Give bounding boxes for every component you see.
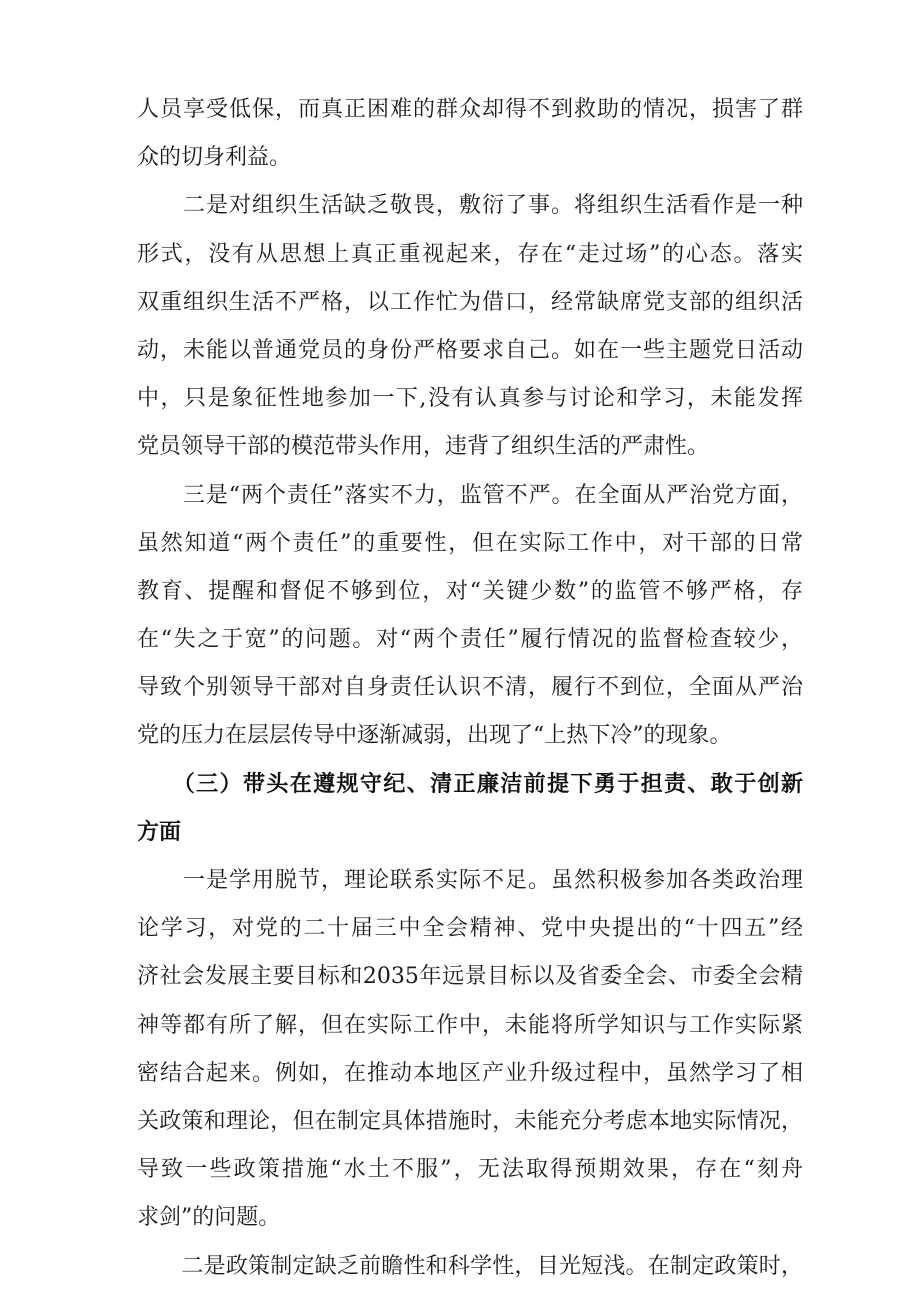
text-line: 二是政策制定缺乏前瞻性和科学性，目光短浅。在制定政策时， — [137, 1253, 803, 1279]
paragraph-organizational-life — [137, 182, 803, 471]
text-line: 一是学用脱节，理论联系实际不足。虽然积极参加各类政治理 — [137, 868, 803, 893]
text-line: 人员享受低保，而真正困难的群众却得不到救助的情况，损害了群 — [137, 97, 803, 122]
text-line: 中，只是象征性地参加一下,没有认真参与讨论和学习，未能发挥 — [137, 386, 803, 412]
text-line: 导致个别领导干部对自身责任认识不清，履行不到位，全面从严治 — [137, 675, 803, 701]
text-line: 济社会发展主要目标和2035年远景目标以及省委全会、市委全会精 — [137, 964, 803, 990]
text-line: 二是对组织生活缺乏敬畏，敷衍了事。将组织生活看作是一种 — [137, 193, 803, 219]
paragraph-two-responsibilities — [137, 472, 803, 761]
section-heading — [137, 761, 803, 857]
document-text — [137, 86, 803, 1291]
text-line: 双重组织生活不严格，以工作忙为借口，经常缺席党支部的组织活 — [137, 289, 803, 315]
text-line: 导致一些政策措施“水土不服”，无法取得预期效果，存在“刻舟 — [137, 1157, 803, 1183]
text-line: 党员领导干部的模范带头作用，违背了组织生活的严肃性。 — [137, 434, 710, 460]
text-line: 神等都有所了解，但在实际工作中，未能将所学知识与工作实际紧 — [137, 1012, 803, 1038]
text-line: 虽然知道“两个责任”的重要性，但在实际工作中，对干部的日常 — [137, 530, 803, 556]
text-line: 论学习，对党的二十届三中全会精神、党中央提出的“十四五”经 — [137, 916, 803, 942]
paragraph-low-income-issue — [137, 86, 803, 182]
text-line: 形式，没有从思想上真正重视起来，存在“走过场”的心态。落实 — [137, 241, 803, 267]
text-line: 动，未能以普通党员的身份严格要求自己。如在一些主题党日活动 — [137, 337, 803, 363]
text-line: 三是“两个责任”落实不力，监管不严。在全面从严治党方面， — [137, 482, 803, 508]
text-line: 密结合起来。例如，在推动本地区产业升级过程中，虽然学习了相 — [137, 1060, 803, 1086]
text-line: 党的压力在层层传导中逐渐减弱，出现了“上热下冷”的现象。 — [137, 723, 732, 749]
text-line: 教育、提醒和督促不够到位，对“关键少数”的监管不够严格，存 — [137, 578, 803, 604]
text-line: 关政策和理论，但在制定具体措施时，未能充分考虑本地实际情况， — [137, 1108, 803, 1134]
text-line: 众的切身利益。 — [137, 145, 292, 171]
heading-line: （三）带头在遵规守纪、清正廉洁前提下勇于担责、敢于创新 — [137, 771, 803, 797]
text-line: 求剑”的问题。 — [137, 1205, 281, 1231]
text-line: 在“失之于宽”的问题。对“两个责任”履行情况的监督检查较少， — [137, 627, 803, 653]
paragraph-theory-practice — [137, 857, 803, 1243]
paragraph-policy-making — [137, 1243, 803, 1291]
heading-line: 方面 — [137, 819, 182, 845]
